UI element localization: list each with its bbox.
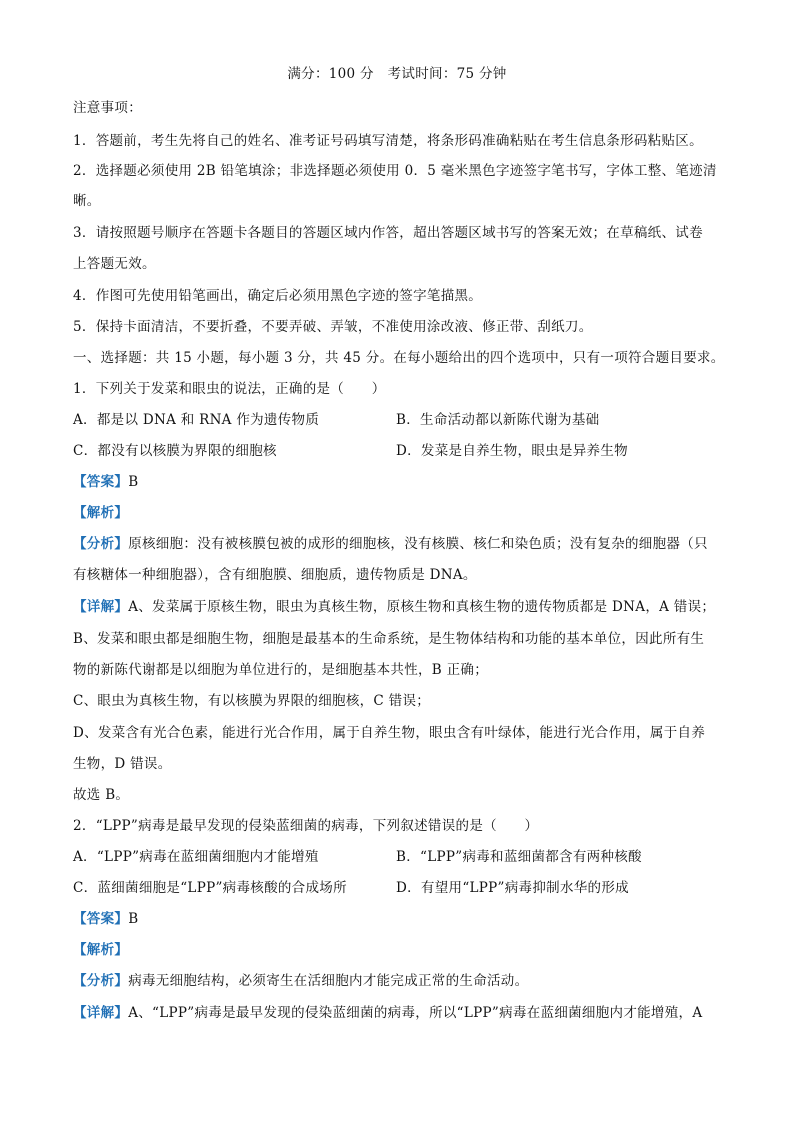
section-heading: 一、选择题：共 15 小题，每小题 3 分，共 45 分。在每小题给出的四个选项中，只有一项符合题目要求。 [73, 350, 725, 366]
q1-option-c: C．都没有以核膜为界限的细胞核 [73, 443, 277, 459]
q1-xiangjie [73, 597, 723, 617]
q1-xiangjie-line: C、眼虫为真核生物，有以核膜为界限的细胞核，C 错误； [73, 693, 431, 709]
analysis-tag: 【解析】 [73, 505, 129, 521]
q1-option-d: D．发菜是自养生物，眼虫是异养生物 [396, 443, 628, 459]
notice-item: 晰。 [73, 193, 101, 209]
answer-value: B [128, 474, 139, 490]
q2-option-b: B．“LPP”病毒和蓝细菌都含有两种核酸 [396, 849, 642, 865]
xiangjie-text: A、发菜属于原核生物，眼虫为真核生物，原核生物和真核生物的遗传物质都是 DNA，A 错误； [128, 599, 716, 615]
q2-option-d: D．有望用“LPP”病毒抑制水华的形成 [396, 880, 629, 896]
q1-answer [73, 472, 723, 492]
notice-item: 1．答题前，考生先将自己的姓名、准考证号码填写清楚，将条形码准确粘贴在考生信息条形码粘贴区。 [73, 133, 703, 149]
notice-title: 注意事项： [73, 100, 142, 116]
fenxi-text: 病毒无细胞结构，必须寄生在活细胞内才能完成正常的生命活动。 [128, 973, 529, 989]
q1-conclusion: 故选 B。 [73, 787, 130, 803]
q2-option-c: C．蓝细菌细胞是“LPP”病毒核酸的合成场所 [73, 880, 347, 896]
notice-item: 4．作图可先使用铅笔画出，确定后必须用黑色字迹的签字笔描黑。 [73, 288, 483, 304]
q1-analysis-tag [73, 503, 723, 523]
fenxi-tag: 【分析】 [73, 973, 129, 989]
q1-fenxi [73, 534, 723, 554]
xiangjie-text: A、“LPP”病毒是最早发现的侵染蓝细菌的病毒，所以“LPP”病毒在蓝细菌细胞内才能增殖，A [128, 1005, 703, 1021]
notice-item: 2．选择题必须使用 2B 铅笔填涂；非选择题必须使用 0．5 毫米黑色字迹签字笔书写，字体工整、笔迹清 [73, 163, 717, 179]
fenxi-text: 原核细胞：没有被核膜包被的成形的细胞核，没有核膜、核仁和染色质；没有复杂的细胞器（只 [128, 536, 708, 552]
q1-fenxi-cont: 有核糖体一种细胞器），含有细胞膜、细胞质，遗传物质是 DNA。 [73, 567, 477, 583]
q2-fenxi [73, 971, 723, 991]
q2-answer [73, 909, 723, 929]
q1-xiangjie-line: B、发菜和眼虫都是细胞生物，细胞是最基本的生命系统，是生物体结构和功能的基本单位，因此所有生 [73, 631, 705, 647]
xiangjie-tag: 【详解】 [73, 599, 129, 615]
q1-xiangjie-line: 生物，D 错误。 [73, 756, 172, 772]
q2-xiangjie [73, 1003, 723, 1023]
notice-item: 上答题无效。 [73, 256, 156, 272]
q1-stem: 1．下列关于发菜和眼虫的说法，正确的是（ ） [73, 381, 386, 397]
q1-xiangjie-line: D、发菜含有光合色素，能进行光合作用，属于自养生物，眼虫含有叶绿体，能进行光合作用，属于自养 [73, 725, 706, 741]
answer-tag: 【答案】 [73, 911, 129, 927]
q1-option-a: A．都是以 DNA 和 RNA 作为遗传物质 [73, 412, 320, 428]
answer-tag: 【答案】 [73, 474, 129, 490]
xiangjie-tag: 【详解】 [73, 1005, 129, 1021]
answer-value: B [128, 911, 139, 927]
fenxi-tag: 【分析】 [73, 536, 129, 552]
q2-option-a: A．“LPP”病毒在蓝细菌细胞内才能增殖 [73, 849, 319, 865]
notice-item: 3．请按照题号顺序在答题卡各题目的答题区域内作答，超出答题区域书写的答案无效；在草稿纸、试卷 [73, 225, 703, 241]
q2-analysis-tag [73, 940, 723, 960]
notice-item: 5．保持卡面清洁，不要折叠，不要弄破、弄皱，不准使用涂改液、修正带、刮纸刀。 [73, 319, 593, 335]
q1-xiangjie-line: 物的新陈代谢都是以细胞为单位进行的，是细胞基本共性，B 正确； [73, 662, 489, 678]
analysis-tag: 【解析】 [73, 942, 129, 958]
q1-option-b: B．生命活动都以新陈代谢为基础 [396, 412, 600, 428]
q2-stem: 2．“LPP”病毒是最早发现的侵染蓝细菌的病毒，下列叙述错误的是（ ） [73, 818, 539, 834]
score-time-header: 满分：100 分 考试时间：75 分钟 [287, 66, 507, 82]
